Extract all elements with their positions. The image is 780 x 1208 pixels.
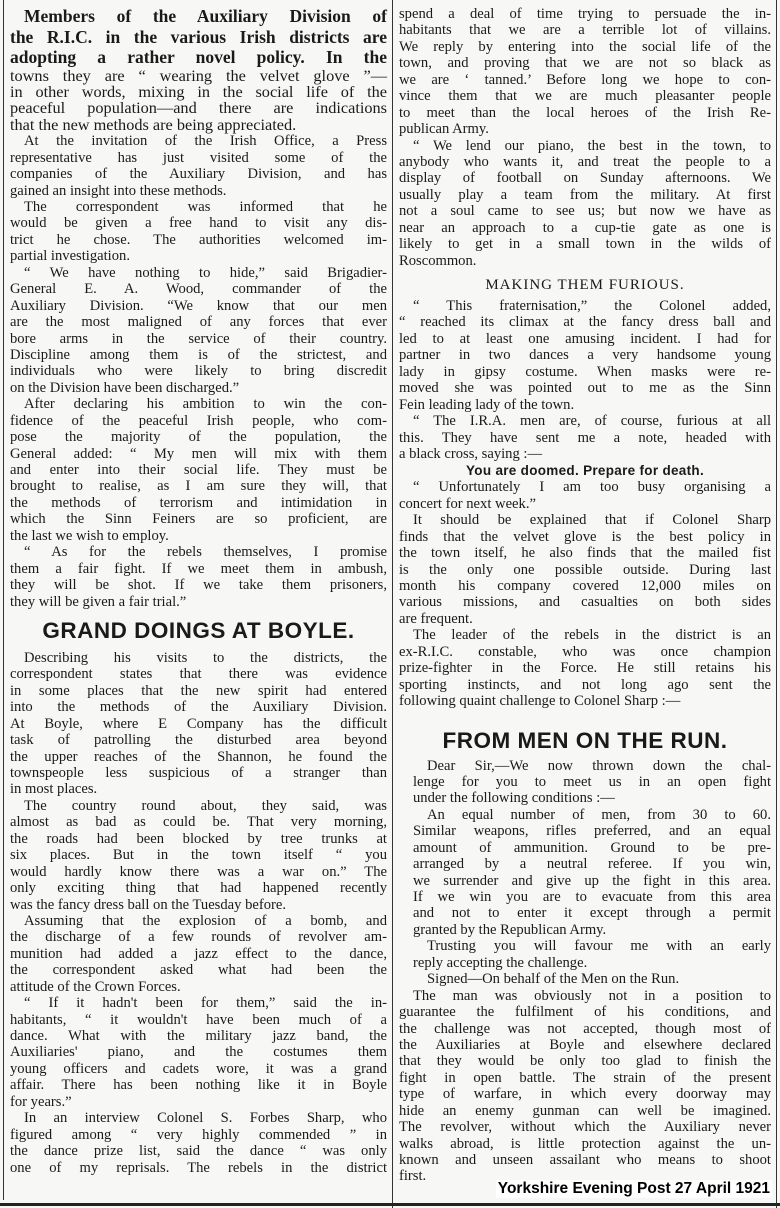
text-line: this. They have sent me a note, headed with — [399, 429, 771, 446]
text-line: in most places. — [10, 781, 98, 798]
text-line: spend a deal of time trying to persuade the in- — [399, 6, 771, 22]
text-line: arranged by a neutral referee. If you win, — [413, 856, 771, 873]
text-line: they will be given a fair trial.” — [10, 593, 187, 610]
text-line: town, and proving that we are not so black as — [399, 55, 771, 72]
text-line: Discipline among them is of the strictest, and — [10, 346, 387, 363]
text-line: partial investigation. — [10, 248, 130, 265]
paragraph — [10, 133, 387, 199]
text-line: Similar weapons, rifles preferred, and an equal — [413, 823, 771, 840]
text-line: we are ‘ tanned.’ Before long we hope to con- — [399, 71, 771, 88]
text-line: following quaint challenge to Colonel Sharp :— — [399, 693, 681, 710]
text-line: fidence of the peaceful Irish people, who com- — [10, 412, 387, 429]
text-line: are the most maligned of any forces that ever — [10, 314, 387, 331]
paragraph — [10, 544, 387, 610]
text-line: lady in gipsy costume. When masks were re- — [399, 363, 771, 380]
text-line: are frequent. — [399, 610, 473, 627]
paragraph — [10, 396, 387, 544]
text-line: gained an insight into these methods. — [10, 182, 227, 199]
text-line: “ The I.R.A. men are, of course, furious at all — [413, 413, 771, 430]
paragraph — [399, 6, 771, 138]
paragraph — [399, 988, 771, 1185]
paragraph — [10, 798, 387, 913]
paragraph — [10, 650, 387, 798]
text-line: Auxiliary Division. “We know that our men — [10, 297, 387, 314]
text-line: and enter into their social life. They must be — [10, 462, 387, 478]
text-line: brought to realise, as I am sure they will, that — [10, 478, 387, 495]
lead-paragraph — [10, 6, 387, 133]
text-line: “ We lend our piano, the best in the town, to — [413, 137, 771, 154]
text-line: them a fair fight. If we meet them in ambush, — [10, 560, 387, 577]
text-line: reply accepting the challenge. — [413, 954, 588, 971]
left-column — [10, 6, 387, 1176]
text-line: amount of ammunition. Ground to be pre- — [413, 839, 771, 856]
paragraph — [399, 413, 771, 462]
quoted-letter-paragraph — [399, 938, 771, 971]
text-line: At the invitation of the Irish Office, a Press — [24, 133, 387, 150]
left-border-rule — [3, 0, 4, 1200]
text-line: sporting instincts, and not long ago sent the — [399, 676, 771, 693]
text-line: The country round about, they said, was — [24, 797, 387, 814]
text-line: General added: “ My men will mix with them — [10, 445, 387, 462]
text-line: the discharge of a few rounds of revolver am- — [10, 929, 387, 946]
section-subheading: MAKING THEM FURIOUS. — [485, 277, 685, 293]
text-line: “ As for the rebels themselves, I promise — [24, 544, 387, 561]
text-line: the upper reaches of the Shannon, he found the — [10, 748, 387, 765]
text-line: adopting a rather novel policy. In the — [10, 47, 387, 67]
text-line: type of warfare, in which every doorway may — [399, 1086, 771, 1103]
text-line: into the methods of the Auxiliary Division. — [10, 699, 387, 716]
text-line: young officers and cadets wore, it was a grand — [10, 1060, 387, 1077]
text-line: one of my reprisals. The rebels in the district — [10, 1159, 387, 1176]
text-line: The revolver, without which the Auxiliary never — [399, 1119, 771, 1136]
text-line: publican Army. — [399, 121, 489, 138]
text-line: We reply by entering into the social life of the — [399, 38, 771, 55]
text-line: the R.I.C. in the various Irish districts are — [10, 26, 387, 47]
text-line: bore arms in the service of their country. — [10, 330, 387, 347]
text-line: representative has just visited some of the — [10, 149, 387, 166]
text-line: known and unseen assailant who means to shoot — [399, 1152, 771, 1168]
text-line: Fein leading lady of the town. — [399, 396, 575, 413]
text-line: for years.” — [10, 1093, 72, 1110]
threat-notice: You are doomed. Prepare for death. — [466, 463, 704, 479]
text-line: It should be explained that if Colonel Sharp — [413, 512, 771, 529]
text-line: munition had added a jazz effect to the dance, — [10, 945, 387, 962]
text-line: individuals who were likely to bring discredit — [10, 363, 387, 380]
source-caption: Yorkshire Evening Post 27 April 1921 — [497, 1180, 770, 1197]
paragraph — [399, 298, 771, 413]
text-line: moved she was pointed out to me as the Sinn — [399, 380, 771, 397]
text-line: The leader of the rebels in the district is an — [413, 627, 771, 644]
text-line: that the new methods are being appreciated. — [10, 114, 297, 134]
text-line: that they would be only too glad to finish the — [399, 1053, 771, 1070]
text-line: Dear Sir,—We now thrown down the chal- — [427, 757, 771, 774]
text-line: first. — [399, 1168, 427, 1185]
text-line: An equal number of men, from 30 to 60. — [427, 806, 771, 823]
text-line: partner in two dances a very handsome young — [399, 347, 771, 364]
text-line: Roscommon. — [399, 252, 477, 269]
text-line: six places. But in the town itself “ you — [10, 847, 387, 864]
text-line: the Auxiliaries at Boyle and elsewhere declared — [399, 1036, 771, 1053]
text-line: lenge for you to meet us in an open fight — [413, 773, 771, 790]
paragraph — [399, 512, 771, 627]
text-line: ex-R.I.C. constable, who was once champion — [399, 643, 771, 660]
text-line: peaceful population—and there are indications — [10, 98, 387, 118]
paragraph — [399, 138, 771, 270]
text-line: figured among “ very highly commended ” in — [10, 1126, 387, 1143]
text-line: in other words, mixing in the social life of the — [10, 81, 387, 101]
text-line: pose the majority of the population, the — [10, 429, 387, 446]
text-line: in some places that the new spirit had entered — [10, 682, 387, 699]
bottom-border-rule — [0, 1203, 780, 1206]
text-line: companies of the Auxiliary Division, and has — [10, 166, 387, 183]
paragraph — [10, 199, 387, 265]
text-line: and not to enter it except through a permit — [413, 905, 771, 922]
quoted-letter-paragraph — [399, 807, 771, 939]
text-line: almost as bad as could be. That very morning, — [10, 814, 387, 831]
text-line: The correspondent was informed that he — [24, 199, 387, 215]
text-line: Describing his visits to the districts, the — [24, 649, 387, 666]
text-line: vince them that we are much pleasanter people — [399, 88, 771, 105]
text-line: Assuming that the explosion of a bomb, and — [24, 912, 387, 929]
paragraph — [399, 627, 771, 709]
text-line: anybody who wants it, and treat the people to a — [399, 153, 771, 170]
text-line: “ If it hadn't been for them,” said the in- — [24, 995, 387, 1012]
text-line: affair. There has been nothing like it in Boyle — [10, 1077, 387, 1094]
text-line: would be given a free hand to visit any dis- — [10, 215, 387, 232]
text-line: would hardly know there was a war on.” The — [10, 863, 387, 880]
text-line: a black cross, saying :— — [399, 445, 543, 462]
text-line: not a soul came to see us; but now we have as — [399, 203, 771, 220]
text-line: attitude of the Crown Forces. — [10, 978, 181, 995]
text-line: display of football on Sunday afternoons. We — [399, 170, 771, 187]
text-line: If we win you are to evacuate from this area — [413, 889, 771, 905]
text-line: “ This fraternisation,” the Colonel added, — [413, 298, 771, 314]
text-line: hide an enemy gunman can well be imagined. — [399, 1102, 771, 1119]
text-line: trict he chose. The authorities welcomed im- — [10, 231, 387, 248]
text-line: led to at least one amusing incident. I had for — [399, 330, 771, 347]
text-line: is the only one possible outside. During last — [399, 561, 771, 578]
text-line: the last we wish to employ. — [10, 527, 169, 544]
text-line: usually play a team from the military. At first — [399, 186, 771, 203]
text-line: task of patrolling the disturbed area beyond — [10, 732, 387, 749]
text-line: finds that the velvet glove is the best policy in — [399, 528, 771, 545]
text-line: month his company covered 12,000 miles on — [399, 578, 771, 594]
text-line: we surrender and give up the fight in this area. — [413, 872, 771, 889]
text-line: the roads had been blocked by tree trunks at — [10, 830, 387, 847]
text-line: towns they are “ wearing the velvet glove ”— — [10, 65, 387, 85]
text-line: General E. A. Wood, commander of the — [10, 281, 387, 298]
text-line: “ reached its climax at the fancy dress ball and — [399, 314, 771, 331]
text-line: habitants that we are a terrible lot of villains. — [399, 22, 771, 39]
text-line: was the fancy dress ball on the Tuesday before. — [10, 896, 286, 913]
section-heading: FROM MEN ON THE RUN. — [442, 727, 728, 753]
text-line: After declaring his ambition to win the con- — [24, 396, 387, 413]
text-line: Signed—On behalf of the Men on the Run. — [427, 971, 680, 988]
text-line: the correspondent asked what had been the — [10, 962, 387, 979]
text-line: likely to get in a small town in the wilds of — [399, 236, 771, 253]
column-divider-rule — [392, 0, 393, 1208]
text-line: they will be shot. If we take them prisoners, — [10, 577, 387, 594]
paragraph — [10, 1110, 387, 1176]
text-line: “ We have nothing to hide,” said Brigadier- — [24, 264, 387, 281]
text-line: on the Division have been discharged.” — [10, 379, 240, 396]
right-border-rule — [776, 0, 777, 1208]
text-line: which the Sinn Feiners are so proficient, are — [10, 511, 387, 528]
text-line: near an approach to a cup-tie gate as one is — [399, 219, 771, 236]
text-line: concert for next week.” — [399, 495, 536, 512]
text-line: to meet than the local heroes of the Irish Re- — [399, 104, 771, 121]
text-line: the methods of terrorism and intimidation in — [10, 494, 387, 511]
text-line: the challenge was not accepted, though most of — [399, 1020, 771, 1037]
text-line: only exciting thing that had happened recently — [10, 880, 387, 897]
text-line: dance. What with the military jazz band, the — [10, 1028, 387, 1044]
text-line: guarantee the fulfilment of his conditions, and — [399, 1004, 771, 1021]
text-line: Members of the Auxiliary Division of — [24, 6, 387, 26]
right-column — [399, 6, 771, 1185]
text-line: Auxiliaries' piano, and the costumes them — [10, 1044, 387, 1061]
section-heading: GRAND DOINGS AT BOYLE. — [42, 617, 355, 643]
text-line: correspondent states that there was evidence — [10, 666, 387, 683]
text-line: granted by the Republican Army. — [413, 921, 607, 938]
text-line: townspeople less suspicious of a stranger than — [10, 765, 387, 781]
text-line: Trusting you will favour me with an early — [427, 938, 771, 955]
paragraph — [399, 479, 771, 512]
text-line: fight in open battle. The strain of the present — [399, 1069, 771, 1086]
text-line: the dance prize list, said the dance “ was only — [10, 1143, 387, 1160]
text-line: The man was obviously not in a position to — [413, 987, 771, 1004]
text-line: the town itself, he also finds that the mailed fist — [399, 545, 771, 562]
quoted-letter-paragraph — [399, 758, 771, 807]
text-line: “ Unfortunately I am too busy organising a — [413, 479, 771, 496]
text-line: prize-fighter in the Force. He still retains his — [399, 660, 771, 677]
text-line: habitants, “ it wouldn't have been much of a — [10, 1011, 387, 1028]
paragraph — [10, 913, 387, 995]
text-line: walks abroad, is little protection against the un- — [399, 1135, 771, 1152]
paragraph — [10, 995, 387, 1110]
paragraph — [10, 265, 387, 397]
quoted-letter-paragraph — [399, 971, 771, 987]
text-line: under the following conditions :— — [413, 790, 615, 807]
text-line: At Boyle, where E Company has the difficult — [10, 715, 387, 732]
text-line: In an interview Colonel S. Forbes Sharp, who — [24, 1110, 387, 1127]
text-line: various missions, and casualties on both sides — [399, 594, 771, 611]
